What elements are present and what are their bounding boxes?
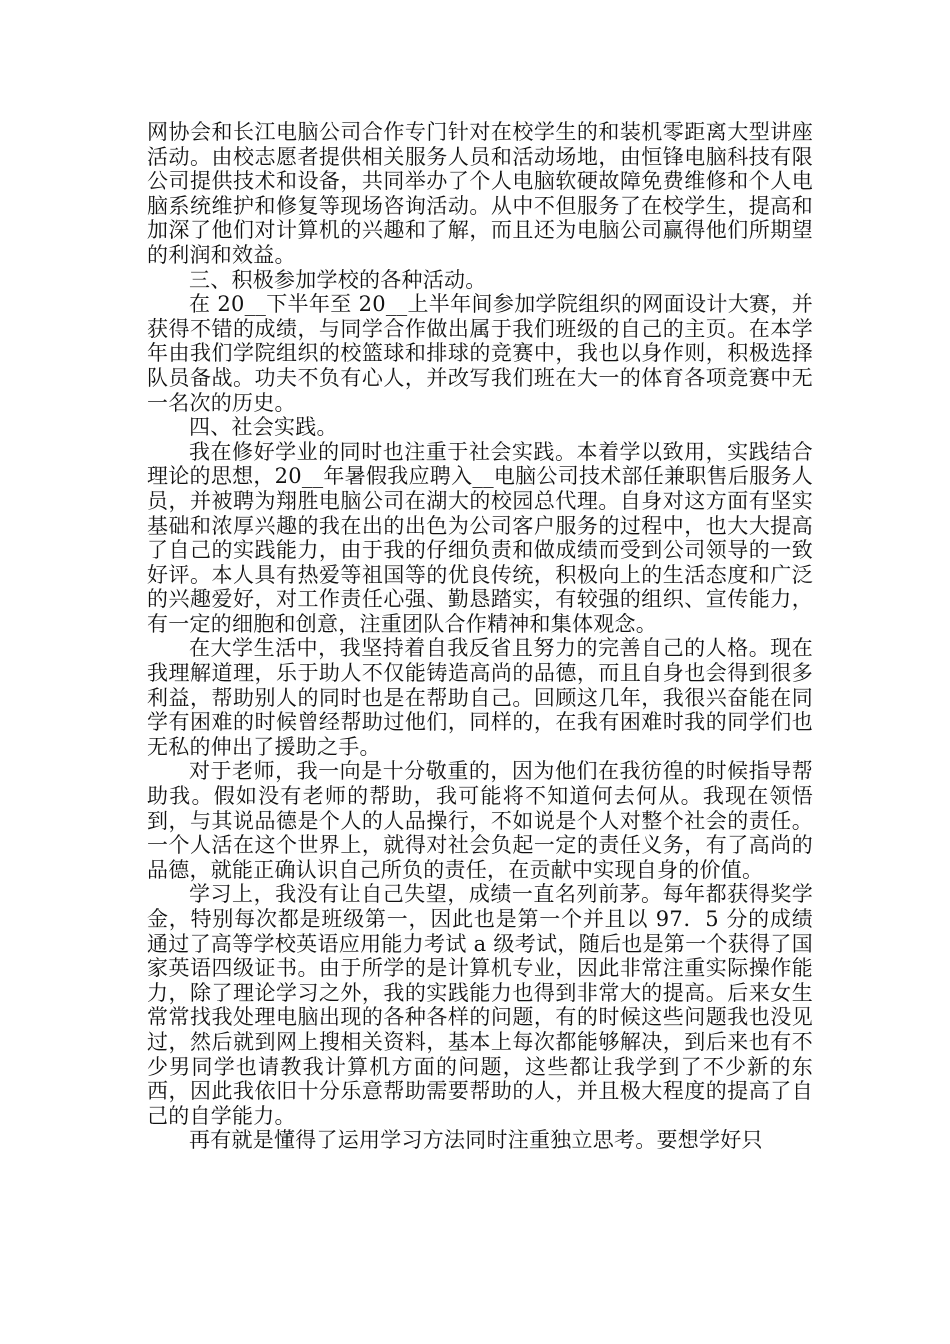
paragraph-7: 对于老师，我一向是十分敬重的，因为他们在我彷徨的时候指导帮助我。假如没有老师的帮助，我可能将不知道何去何从。我现在领悟到，与其说品德是个人的人品操行，不如说是个人对整个社会的责任。一个人活在这个世界上，就得对社会负起一定的责任义务，有了高尚的品德，就能正确认识自己所负的责任，在贡献中实现自身的价值。 xyxy=(147,759,813,882)
paragraph-6: 在大学生活中，我坚持着自我反省且努力的完善自己的人格。现在我理解道理，乐于助人不仅能铸造高尚的品德，而且自身也会得到很多利益，帮助别人的同时也是在帮助自己。回顾这几年，我很兴奋能在同学有困难的时候曾经帮助过他们，同样的，在我有困难时我的同学们也无私的伸出了援助之手。 xyxy=(147,636,813,759)
paragraph-1: 网协会和长江电脑公司合作专门针对在校学生的和装机零距离大型讲座活动。由校志愿者提供相关服务人员和活动场地，由恒锋电脑科技有限公司提供技术和设备，共同举办了个人电脑软硬故障免费维修和个人电脑系统维护和修复等现场咨询活动。从中不但服务了在校学生，提高和加深了他们对计算机的兴趣和了解，而且还为电脑公司赢得他们所期望的利润和效益。 xyxy=(147,120,813,267)
document-body xyxy=(147,120,813,1153)
paragraph-3: 在 20__下半年至 20__上半年间参加学院组织的网面设计大赛，并获得不错的成绩，与同学合作做出属于我们班级的自己的主页。在本学年由我们学院组织的校篮球和排球的竞赛中，我也以身作则，积极选择队员备战。功夫不负有心人，并改写我们班在大一的体育各项竞赛中无一名次的历史。 xyxy=(147,292,813,415)
section-heading-activities: 三、积极参加学校的各种活动。 xyxy=(189,267,487,292)
paragraph-5: 我在修好学业的同时也注重于社会实践。本着学以致用，实践结合理论的思想，20__年暑假我应聘入__电脑公司技术部任兼职售后服务人员，并被聘为翔胜电脑公司在湖大的校园总代理。自身对这方面有坚实基础和浓厚兴趣的我在出的出色为公司客户服务的过程中，也大大提高了自己的实践能力，由于我的仔细负责和做成绩而受到公司领导的一致好评。本人具有热爱等祖国等的优良传统，积极向上的生活态度和广泛的兴趣爱好，对工作责任心强、勤恳踏实，有较强的组织、宣传能力，有一定的细胞和创意，注重团队合作精神和集体观念。 xyxy=(147,439,813,636)
paragraph-8: 学习上，我没有让自己失望，成绩一直名列前茅。每年都获得奖学金，特别每次都是班级第一，因此也是第一个并且以 97．5 分的成绩通过了高等学校英语应用能力考试 a 级考试，随后也是第一个获得了国家英语四级证书。由于所学的是计算机专业，因此非常注重实际操作能力，除了理论学习之外，我的实践能力也得到非常大的提高。后来女生常常找我处理电脑出现的各种各样的问题，有的时候这些问题我也没见过，然后就到网上搜相关资料，基本上每次都能够解决，到后来也有不少男同学也请教我计算机方面的问题，这些都让我学到了不少新的东西，因此我依旧十分乐意帮助需要帮助的人，并且极大程度的提高了自己的自学能力。 xyxy=(147,882,813,1128)
paragraph-9: 再有就是懂得了运用学习方法同时注重独立思考。要想学好只 xyxy=(189,1128,763,1153)
section-heading-social-practice: 四、社会实践。 xyxy=(189,415,338,440)
